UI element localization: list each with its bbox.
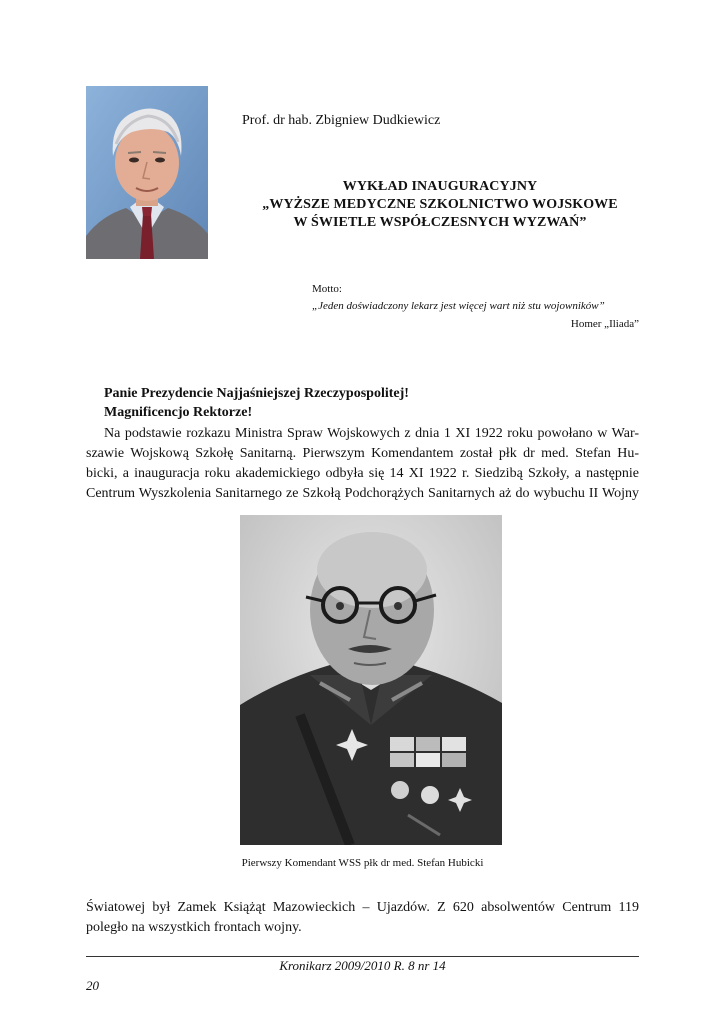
body-paragraph-2 — [86, 898, 639, 938]
title-line-1: WYKŁAD INAUGURACYJNY — [342, 179, 538, 194]
author-name: Prof. dr hab. Zbigniew Dudkiewicz — [242, 113, 441, 128]
para1-line-2: szawie Wojskową Szkołę Sanitarną. Pierwszym Komendantem został płk dr med. Stefan Hu- — [86, 446, 639, 461]
figure-caption: Pierwszy Komendant WSS płk dr med. Stefan Hubicki — [241, 857, 484, 869]
title-line-3: W ŚWIETLE WSPÓŁCZESNYCH WYZWAŃ” — [293, 215, 587, 230]
page-number: 20 — [86, 978, 99, 993]
salutation-line-1: Panie Prezydencie Najjaśniejszej Rzeczypospolitej! — [104, 386, 409, 401]
footer-rule — [86, 956, 639, 957]
para2-line-1: Światowej był Zamek Książąt Mazowieckich – Ujazdów. Z 620 absolwentów Centrum 119 — [86, 900, 639, 915]
title-line-2: „WYŻSZE MEDYCZNE SZKOLNICTWO WOJSKOWE — [262, 197, 618, 212]
para1-line-3: bicki, a inauguracja roku akademickiego odbyła się 14 XI 1922 r. Siedzibą Szkoły, a następnie — [86, 466, 639, 481]
journal-title: Kronikarz 2009/2010 R. 8 nr 14 — [279, 958, 446, 973]
commandant-portrait — [240, 515, 502, 845]
body-paragraph-1 — [86, 424, 639, 504]
para2-line-2: poległo na wszystkich frontach wojny. — [86, 920, 302, 935]
lecture-title — [230, 178, 650, 232]
motto-label: Motto: — [312, 283, 342, 295]
motto-quote: „Jeden doświadczony lekarz jest więcej wart niż stu wojowników” — [312, 300, 605, 312]
salutation-line-2: Magnificencjo Rektorze! — [104, 405, 253, 420]
para1-line-4: Centrum Wyszkolenia Sanitarnego ze Szkołą Podchorążych Sanitarnych aż do wybuchu II Wojny — [86, 486, 639, 501]
para1-line-1: Na podstawie rozkazu Ministra Spraw Wojskowych z dnia 1 XI 1922 roku powołano w War- — [104, 426, 639, 441]
motto-source: Homer „Iliada” — [570, 318, 639, 330]
author-photo — [86, 86, 208, 259]
